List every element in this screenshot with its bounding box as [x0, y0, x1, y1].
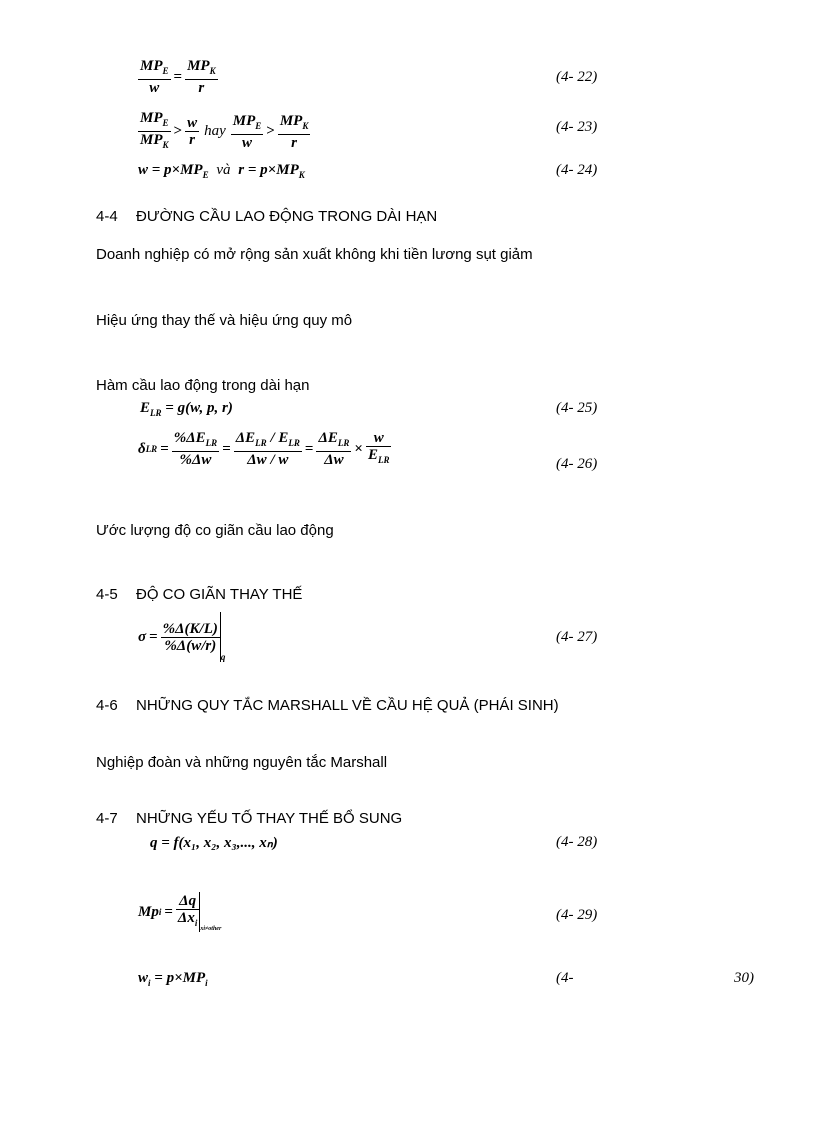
equation-4-23: $\frac{MP_E}{MP_K}$ > $\frac{w}{r}$ hay $\frac{MP_E}{w}$ > $\frac{MP_K}{r}$	[140, 110, 309, 151]
paragraph: Hàm cầu lao động trong dài hạn	[96, 377, 310, 394]
equation-number: (4- 25)	[556, 400, 598, 416]
paragraph: Nghiệp đoàn và những nguyên tắc Marshall	[96, 754, 388, 771]
equation-4-26: δ LR = $\frac{\%\Delta E_{LR}}{\%\Delta w}$ = $\frac{\Delta E_{LR} / E_{LR}}{\Delta w / w}$ = $\frac{\Delta E_{LR}}{\Delta w}$ × $\frac{w}{E_{LR}}$	[138, 430, 390, 468]
section-heading-4-4: 4-4 ĐƯỜNG CẦU LAO ĐỘNG TRONG DÀI HẠN	[96, 208, 438, 225]
equation-4-24: $w = p\times MP_E$ và $r = p\times MP_K$	[138, 162, 305, 180]
equation-number-part: 30)	[734, 970, 754, 986]
equation-4-25: $E_{LR} = g(w$, p, r)	[140, 400, 233, 418]
equation-number: (4- 28)	[556, 834, 598, 850]
equation-4-27: σ = $\frac{\%\Delta(K/L)}{\%\Delta(w/r)}$ $_q$	[138, 612, 225, 662]
section-heading-4-6: 4-6 NHỮNG QUY TẮC MARSHALL VỀ CẦU HỆ QUẢ (PHÁI SINH)	[96, 697, 559, 714]
equation-number: (4- 29)	[556, 907, 598, 923]
equation-4-29: Mp i = $\frac{\Delta q}{\Delta x_i}$ $_{xi\ne other}$	[138, 893, 222, 932]
section-heading-4-7: 4-7 NHỮNG YẾU TỐ THAY THẾ BỔ SUNG	[96, 810, 403, 827]
paragraph: Doanh nghiệp có mở rộng sản xuất không khi tiền lương sụt giảm	[96, 246, 533, 263]
equation-number-part: (4-	[556, 970, 574, 986]
equation-number: (4- 22)	[556, 69, 598, 85]
equation-number: (4- 26)	[556, 456, 598, 472]
equation-number: (4- 27)	[556, 629, 598, 645]
equation-4-22: $\frac{MP_E}{w}$ = $\frac{MP_K}{r}$	[140, 58, 216, 96]
equation-4-28: q = f(x₁, x₂, x₃,..., xₙ)	[150, 835, 278, 851]
paragraph: Ước lượng độ co giãn cầu lao động	[96, 522, 334, 539]
equation-number: (4- 23)	[556, 119, 598, 135]
section-heading-4-5: 4-5 ĐỘ CO GIÃN THAY THẾ	[96, 586, 303, 603]
paragraph: Hiệu ứng thay thế và hiệu ứng quy mô	[96, 312, 353, 329]
equation-4-30: $w_i = p\times MP_i$	[138, 970, 208, 988]
equation-number: (4- 24)	[556, 162, 598, 178]
